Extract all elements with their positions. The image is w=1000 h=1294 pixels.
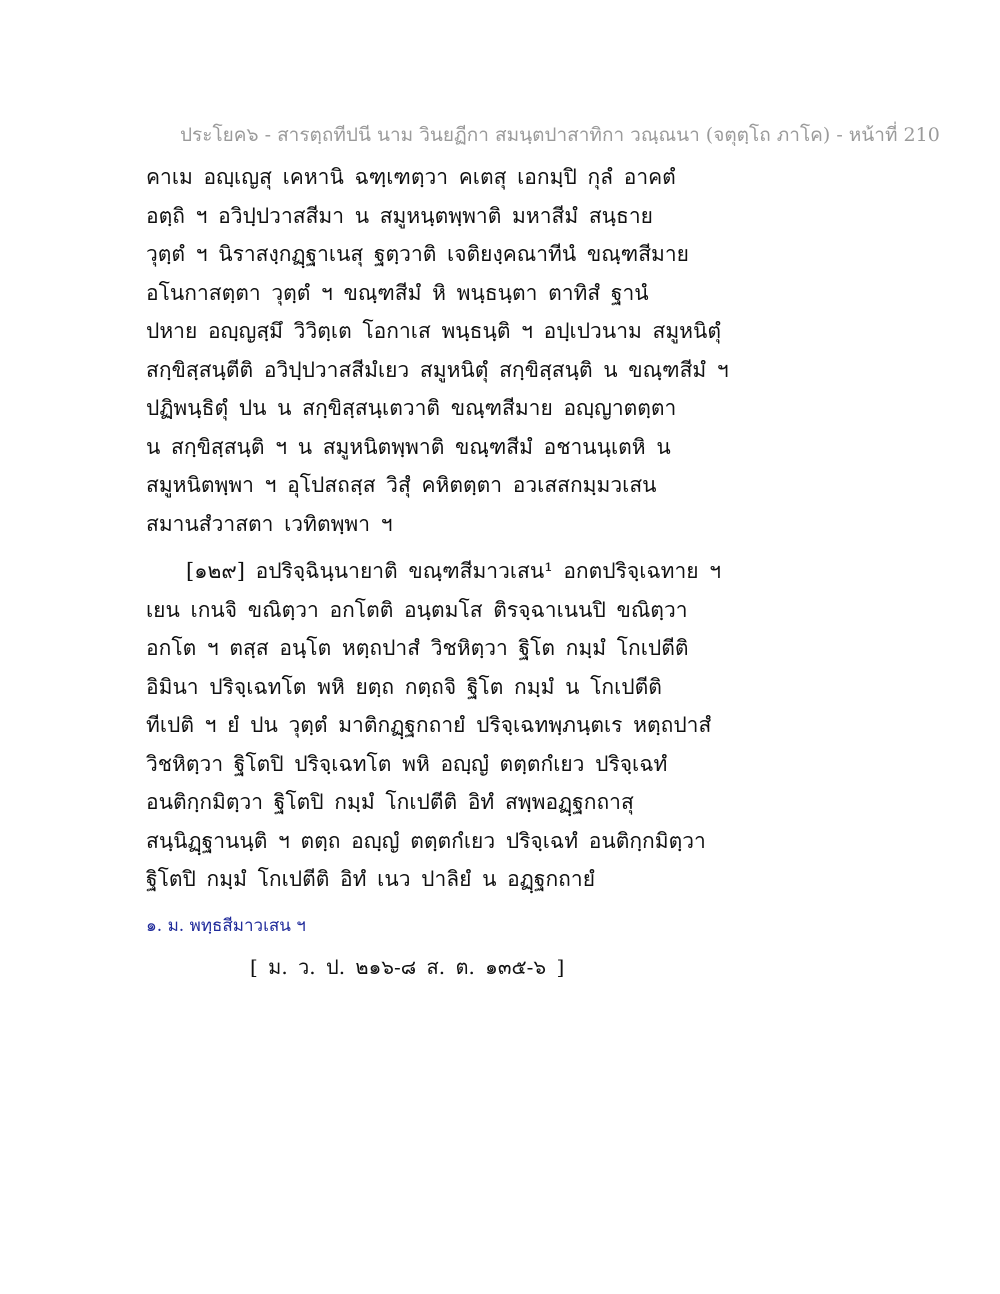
text-line: ปหาย อญฺญสฺมึ วิวิตฺเต โอกาเส พนฺธนฺติ ฯ อปฺเปวนาม สมูหนิตุํ [146,319,722,343]
text-line: ปฏิพนฺธิตุํ ปน น สกฺขิสฺสนฺเตวาติ ขณฺฑสีมาย อญฺญาตตฺตา [146,396,677,420]
text-line: เยน เกนจิ ขณิตฺวา อกโตติ อนฺตมโส ติรจฺฉาเนนปิ ขณิตฺวา [146,597,688,622]
paragraph-1 [146,158,866,543]
text-line: สกฺขิสฺสนฺตีติ อวิปฺปวาสสีมํเยว สมูหนิตุํ สกฺขิสฺสนฺติ น ขณฺฑสีมํ ฯ [146,357,729,382]
page-header: ประโยค๖ - สารตฺถทีปนี นาม วินยฏีกา สมนฺตปาสาทิกา วณฺณนา (จตุตฺโถ ภาโค) - หน้าที่ 210 [180,124,940,146]
text-line: ทีเปติ ฯ ยํ ปน วุตฺตํ มาติกฏฺฐกถายํ ปริจฺเฉทพฺภนฺตเร หตฺถปาสํ [146,713,712,737]
text-line: วิชหิตฺวา ฐิโตปิ ปริจฺเฉทโต พหิ อญฺญํ ตตฺตกํเยว ปริจฺเฉทํ [146,751,668,776]
page-reference: [ ม. ว. ป. ๒๑๖-๘ ส. ต. ๑๓๕-๖ ] [250,955,565,979]
text-line: ฐิโตปิ กมฺมํ โกเปตีติ อิทํ เนว ปาลิยํ น อฏฺฐกถายํ [146,867,595,891]
text-line: อตฺถิ ฯ อวิปฺปวาสสีมา น สมูหนฺตพฺพาติ มหาสีมํ สนฺธาย [146,203,653,228]
text-line: คาเม อญฺเญสุ เคหานิ ฉฑฺเฑตฺวา คเตสุ เอกมฺปิ กุลํ อาคตํ [146,165,676,189]
text-line: สมูหนิตพฺพา ฯ อุโปสถสฺส วิสุํ คหิตตฺตา อวเสสกมฺมวเสน [146,473,657,497]
text-line: อกโต ฯ ตสฺส อนฺโต หตฺถปาสํ วิชหิตฺวา ฐิโต กมฺมํ โกเปตีติ [146,636,689,660]
text-line: สมานสํวาสตา เวทิตพฺพา ฯ [146,511,393,536]
text-line: อโนกาสตฺตา วุตฺตํ ฯ ขณฺฑสีมํ หิ พนฺธนฺตา ตาทิสํ ฐานํ [146,280,649,305]
text-line: สนฺนิฏฺฐานนฺติ ฯ ตตฺถ อญฺญํ ตตฺตกํเยว ปริจฺเฉทํ อนติกฺกมิตฺวา [146,828,706,853]
text-line: [๑๒๙] อปริจฺฉินฺนายาติ ขณฺฑสีมาวเสน¹ อกตปริจฺเฉทาย ฯ [186,559,722,583]
paragraph-2 [146,552,866,899]
text-line: อิมินา ปริจฺเฉทโต พหิ ยตฺถ กตฺถจิ ฐิโต กมฺมํ น โกเปตีติ [146,674,662,699]
text-line: วุตฺตํ ฯ นิราสงฺกฏฺฐาเนสุ ฐตฺวาติ เจติยงฺคณาทีนํ ขณฺฑสีมาย [146,242,689,266]
text-line: อนติกฺกมิตฺวา ฐิโตปิ กมฺมํ โกเปตีติ อิทํ สพฺพอฏฺฐกถาสุ [146,790,634,814]
footnote: ๑. ม. พทฺธสีมาวเสน ฯ [146,916,306,936]
text-line: น สกฺขิสฺสนฺติ ฯ น สมูหนิตพฺพาติ ขณฺฑสีมํ อชานนฺเตหิ น [146,434,671,459]
